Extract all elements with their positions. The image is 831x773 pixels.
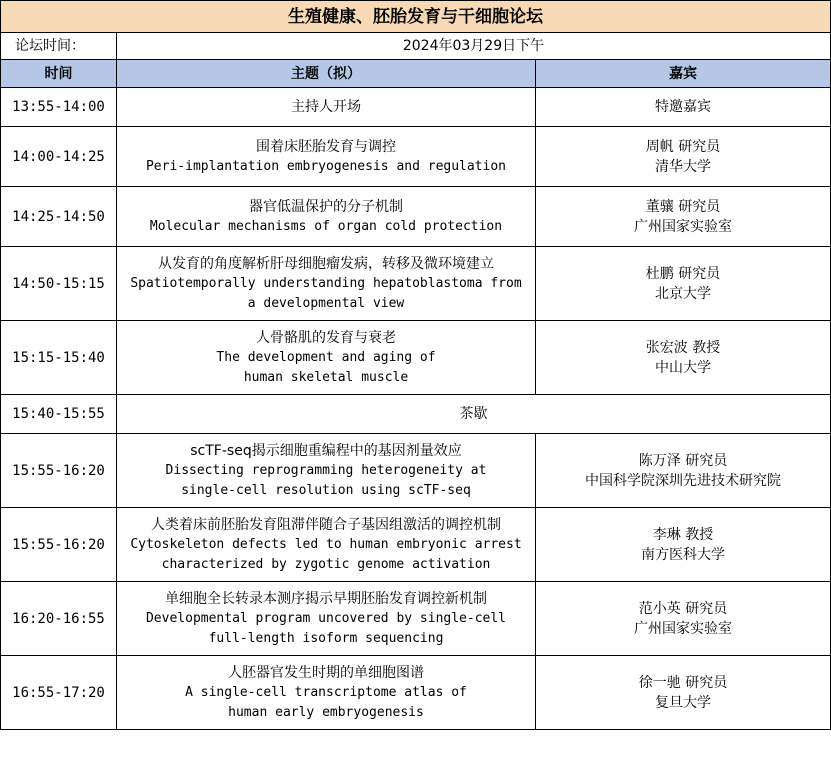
topic-cell: [117, 582, 536, 656]
table-row: [1, 321, 831, 395]
topic-title: scTF-seq揭示细胞重编程中的基因剂量效应: [190, 442, 462, 459]
time-cell: 15:55-16:20: [1, 508, 117, 582]
guest-affiliation: 广州国家实验室: [634, 620, 732, 637]
table-row: [1, 434, 831, 508]
time-cell: 14:25-14:50: [1, 187, 117, 247]
guest-name: 徐一驰 研究员: [638, 674, 728, 691]
topic-english: human skeletal muscle: [243, 369, 409, 385]
break-cell: 茶歇: [117, 395, 831, 434]
header-row: [1, 60, 831, 88]
guest-name: 张宏波 教授: [645, 339, 721, 356]
topic-english: Developmental program uncovered by single-cell: [145, 610, 507, 626]
topic-title: 人类着床前胚胎发育阻滞伴随合子基因组激活的调控机制: [151, 516, 501, 533]
guest-name: 特邀嘉宾: [655, 99, 711, 115]
topic-cell: [117, 187, 536, 247]
table-row: [1, 187, 831, 247]
topic-title: 人骨骼肌的发育与衰老: [256, 329, 396, 346]
date-row: [1, 33, 831, 60]
topic-title: 器官低温保护的分子机制: [249, 198, 403, 215]
time-cell: 13:55-14:00: [1, 88, 117, 127]
guest-affiliation: 中山大学: [655, 359, 711, 376]
time-cell: 14:50-15:15: [1, 247, 117, 321]
guest-name: 周帆 研究员: [645, 138, 721, 155]
guest-cell: [536, 127, 831, 187]
topic-cell: [117, 88, 536, 127]
guest-cell: [536, 434, 831, 508]
topic-cell: [117, 434, 536, 508]
topic-english: The development and aging of: [216, 349, 436, 365]
topic-cell: [117, 656, 536, 730]
title-row: [1, 1, 831, 33]
table-row: [1, 127, 831, 187]
topic-title: 主持人开场: [291, 99, 361, 115]
topic-english: full-length isoform sequencing: [208, 630, 444, 646]
guest-name: 陈万泽 研究员: [638, 452, 728, 469]
table-row: [1, 508, 831, 582]
table-row: [1, 582, 831, 656]
topic-english: single-cell resolution using scTF-seq: [181, 482, 471, 498]
time-cell: 16:20-16:55: [1, 582, 117, 656]
time-cell: 14:00-14:25: [1, 127, 117, 187]
guest-cell: [536, 187, 831, 247]
topic-english: Peri-implantation embryogenesis and regulation: [145, 158, 507, 174]
table-row: [1, 395, 831, 434]
forum-title: 生殖健康、胚胎发育与干细胞论坛: [1, 1, 831, 33]
topic-english: Spatiotemporally understanding hepatoblastoma from: [130, 275, 522, 291]
date-label: 论坛时间：: [1, 33, 117, 60]
guest-cell: [536, 321, 831, 395]
guest-cell: [536, 508, 831, 582]
time-cell: 15:15-15:40: [1, 321, 117, 395]
topic-title: 人胚器官发生时期的单细胞图谱: [228, 664, 424, 681]
topic-cell: [117, 247, 536, 321]
guest-name: 杜鹏 研究员: [645, 265, 721, 282]
guest-affiliation: 中国科学院深圳先进技术研究院: [585, 472, 781, 489]
guest-affiliation: 北京大学: [655, 285, 711, 302]
guest-name: 范小英 研究员: [638, 600, 728, 617]
table-row: [1, 88, 831, 127]
topic-title: 单细胞全长转录本测序揭示早期胚胎发育调控新机制: [165, 590, 487, 607]
header-topic: 主题（拟）: [117, 60, 536, 88]
time-cell: 15:40-15:55: [1, 395, 117, 434]
guest-affiliation: 南方医科大学: [641, 546, 725, 563]
topic-english: Molecular mechanisms of organ cold protection: [149, 218, 503, 234]
topic-title: 围着床胚胎发育与调控: [256, 138, 396, 155]
guest-affiliation: 广州国家实验室: [634, 218, 732, 235]
guest-cell: [536, 656, 831, 730]
topic-english: human early embryogenesis: [228, 704, 424, 720]
topic-cell: [117, 321, 536, 395]
table-row: [1, 247, 831, 321]
topic-english: Cytoskeleton defects led to human embryonic arrest: [130, 536, 522, 552]
header-guest: 嘉宾: [536, 60, 831, 88]
guest-cell: [536, 88, 831, 127]
topic-english: characterized by zygotic genome activation: [161, 556, 491, 572]
topic-cell: [117, 508, 536, 582]
guest-affiliation: 复旦大学: [655, 694, 711, 711]
time-cell: 15:55-16:20: [1, 434, 117, 508]
guest-name: 李琳 教授: [652, 526, 714, 543]
topic-english: a developmental view: [247, 295, 405, 311]
time-cell: 16:55-17:20: [1, 656, 117, 730]
topic-cell: [117, 127, 536, 187]
topic-title: 从发育的角度解析肝母细胞瘤发病，转移及微环境建立: [158, 255, 494, 272]
topic-english: A single-cell transcriptome atlas of: [185, 684, 467, 700]
guest-cell: [536, 582, 831, 656]
guest-cell: [536, 247, 831, 321]
table-row: [1, 656, 831, 730]
header-time: 时间: [1, 60, 117, 88]
guest-name: 董骧 研究员: [645, 198, 721, 215]
guest-affiliation: 清华大学: [655, 158, 711, 175]
topic-english: Dissecting reprogramming heterogeneity at: [165, 462, 487, 478]
date-value: 2024年03月29日下午: [117, 33, 831, 60]
